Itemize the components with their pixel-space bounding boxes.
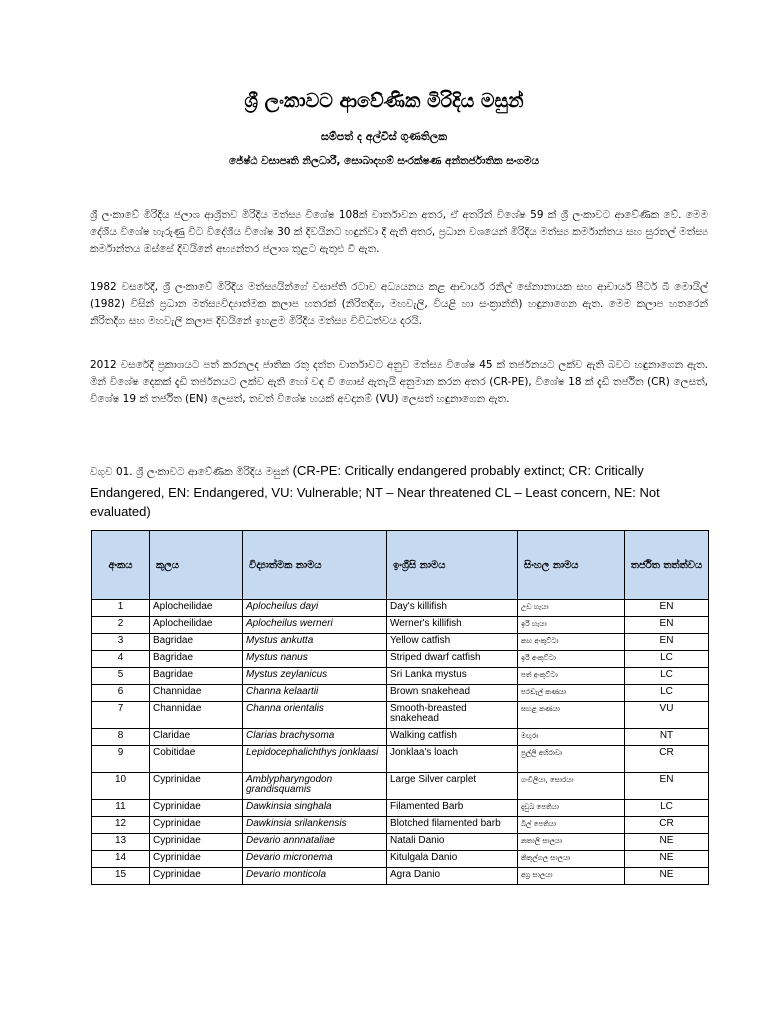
row-number-cell: 2 — [92, 617, 150, 634]
english-name-cell: Kitulgala Danio — [387, 851, 518, 868]
sinhala-name-cell: පත් අංකුට්ටා — [518, 668, 625, 685]
threat-status-cell: CR — [625, 746, 709, 773]
family-cell: Channidae — [150, 685, 243, 702]
family-cell: Cyprinidae — [150, 868, 243, 885]
scientific-name-cell: Aplocheilus werneri — [243, 617, 387, 634]
scientific-name-cell: Devario annnataliae — [243, 834, 387, 851]
threat-status-cell: NE — [625, 851, 709, 868]
sinhala-name-cell: මඟුරා — [518, 729, 625, 746]
family-cell: Channidae — [150, 702, 243, 729]
english-name-cell: Agra Danio — [387, 868, 518, 885]
header-sinhala-name: සිංහල නාමය — [518, 531, 625, 600]
row-number-cell: 7 — [92, 702, 150, 729]
header-family: කුලය — [150, 531, 243, 600]
red-list-paragraph: 2012 වසරේදී ප්‍රකාශයට පත් කරනලද ජාතික රතු දත්ත වාර්තාවට අනුව මත්ස්‍ය විශේෂ 45 ක් තර්ජනයට ලක්ව ඇති බවට හඳුනාගෙන ඇත. මින් විශේෂ දෙකක් දැඩි තර්ජනයට ලක්ව ඇති හෝ වඳ වී ගොස් ඇතැයි අනුමාන කරන අතර (CR-PE), විශේෂ 18 ක් දැඩි තර්ජිත (CR) ලෙසත්, විශේෂ 19 ක් තර්ජිත (EN) ලෙසත්, තවත් විශේෂ හයක් අවදානම් (VU) ලෙසත් හඳුනාගෙන ඇත. — [90, 359, 708, 405]
table-row — [92, 773, 709, 800]
sinhala-name-cell: කහ අංකුට්ටා — [518, 634, 625, 651]
english-name-cell: Brown snakehead — [387, 685, 518, 702]
english-name-cell: Blotched filamented barb — [387, 817, 518, 834]
family-cell: Cyprinidae — [150, 800, 243, 817]
sinhala-name-cell: ඉරි හැයා — [518, 617, 625, 634]
family-cell: Aplocheilidae — [150, 617, 243, 634]
document-title: ශ්‍රී ලංකාවට ආවේණික මිරිදිය මසුන් — [244, 90, 524, 112]
threat-status-cell: EN — [625, 600, 709, 617]
scientific-name-cell: Mystus nanus — [243, 651, 387, 668]
family-cell: Cyprinidae — [150, 817, 243, 834]
threat-status-cell: NE — [625, 834, 709, 851]
table-row — [92, 617, 709, 634]
english-name-cell: Smooth-breasted snakehead — [387, 702, 518, 729]
sinhala-name-cell: උඩ හැයා — [518, 600, 625, 617]
caption-prefix: වගුව 01. ශ්‍රී ලංකාවට ආවේණික මිරිදිය මසුන් — [90, 466, 290, 478]
scientific-name-cell: Dawkinsia srilankensis — [243, 817, 387, 834]
table-row — [92, 817, 709, 834]
sinhala-name-cell: ගංවීලියා, සොරයා — [518, 773, 625, 800]
header-scientific-name: විද්‍යාත්මක නාමය — [243, 531, 387, 600]
english-name-cell: Sri Lanka mystus — [387, 668, 518, 685]
english-name-cell: Large Silver carplet — [387, 773, 518, 800]
table-row — [92, 668, 709, 685]
table-row — [92, 851, 709, 868]
endemic-fish-table — [91, 530, 709, 885]
threat-status-cell: LC — [625, 685, 709, 702]
family-cell: Bagridae — [150, 651, 243, 668]
family-cell: Cyprinidae — [150, 851, 243, 868]
scientific-name-cell: Dawkinsia singhala — [243, 800, 387, 817]
threat-status-cell: LC — [625, 800, 709, 817]
english-name-cell: Werner's killifish — [387, 617, 518, 634]
row-number-cell: 11 — [92, 800, 150, 817]
row-number-cell: 1 — [92, 600, 150, 617]
row-number-cell: 4 — [92, 651, 150, 668]
sinhala-name-cell: පුල්ලි අහිරාවා — [518, 746, 625, 773]
sinhala-name-cell: අග්‍ර සාලයා — [518, 868, 625, 885]
family-cell: Aplocheilidae — [150, 600, 243, 617]
family-cell: Bagridae — [150, 668, 243, 685]
zones-paragraph: 1982 වසරේදී, ශ්‍රී ලංකාවේ මිරිදිය මත්ස්‍යයින්ගේ වසාප්ති රටාව අධ්‍යයනය කළ ආචාර්ය රනිල් සේනානායක සහ ආචාර්ය පීටර් බී මොයිල් (1982) විසින් ප්‍රධාන මත්ස්‍යවිද්‍යාත්මක කලාප හතරක් (නිරිතදිග, මහවැලි, වියළි හා සංක්‍රාන්ති) හඳුනාගෙන ඇත. මෙම කලාප හතරෙන් නිරිතදිග සහ මහවැලි කලාප දිවයිනේ ඉහළම මිරිදිය මත්ස්‍ය විවිධත්වය දරයි. — [90, 281, 708, 327]
threat-status-cell: NT — [625, 729, 709, 746]
threat-status-cell: EN — [625, 773, 709, 800]
threat-status-cell: EN — [625, 617, 709, 634]
row-number-cell: 3 — [92, 634, 150, 651]
scientific-name-cell: Mystus zeylanicus — [243, 668, 387, 685]
table-header-row — [92, 531, 709, 600]
row-number-cell: 5 — [92, 668, 150, 685]
row-number-cell: 15 — [92, 868, 150, 885]
english-name-cell: Day's killifish — [387, 600, 518, 617]
author-affiliation: ජේෂ්ඨ වසාපෘති නිලධාරී, සොබාදහම් සංරක්ෂණ අන්තර්ජාතික සංගමය — [228, 155, 540, 167]
sinhala-name-cell: ඝහළ කණයා — [518, 702, 625, 729]
table-row — [92, 729, 709, 746]
threat-status-cell: CR — [625, 817, 709, 834]
family-cell: Cyprinidae — [150, 773, 243, 800]
header-english-name: ඉංග්‍රීසි නාමය — [387, 531, 518, 600]
sinhala-name-cell: පරඬැල් කණයා — [518, 685, 625, 702]
sinhala-name-cell: බිල් පෙතියා — [518, 817, 625, 834]
english-name-cell: Walking catfish — [387, 729, 518, 746]
sinhala-name-cell: නතාලි සාලයා — [518, 834, 625, 851]
sinhala-name-cell: දැඩුඛ පෙතියා — [518, 800, 625, 817]
row-number-cell: 9 — [92, 746, 150, 773]
sinhala-name-cell: කිතුල්ගල සාලයා — [518, 851, 625, 868]
scientific-name-cell: Channa kelaartii — [243, 685, 387, 702]
english-name-cell: Jonklaa's loach — [387, 746, 518, 773]
table-caption — [90, 461, 700, 522]
header-number: අංකය — [92, 531, 150, 600]
row-number-cell: 14 — [92, 851, 150, 868]
scientific-name-cell: Aplocheilus dayi — [243, 600, 387, 617]
caption-legend: (CR-PE: Critically endangered probably extinct; CR: Critically Endangered, EN: Endangered, VU: Vulnerable; NT – Near threatened CL – Least concern, NE: Not evaluated) — [90, 463, 660, 519]
family-cell: Bagridae — [150, 634, 243, 651]
scientific-name-cell: Devario monticola — [243, 868, 387, 885]
threat-status-cell: NE — [625, 868, 709, 885]
table-row — [92, 702, 709, 729]
table-row — [92, 600, 709, 617]
scientific-name-cell: Mystus ankutta — [243, 634, 387, 651]
scientific-name-cell: Amblypharyngodon grandisquamis — [243, 773, 387, 800]
family-cell: Claridae — [150, 729, 243, 746]
english-name-cell: Natali Danio — [387, 834, 518, 851]
threat-status-cell: LC — [625, 651, 709, 668]
english-name-cell: Striped dwarf catfish — [387, 651, 518, 668]
family-cell: Cobitidae — [150, 746, 243, 773]
scientific-name-cell: Channa orientalis — [243, 702, 387, 729]
scientific-name-cell: Devario micronema — [243, 851, 387, 868]
table-row — [92, 868, 709, 885]
row-number-cell: 13 — [92, 834, 150, 851]
family-cell: Cyprinidae — [150, 834, 243, 851]
table-row — [92, 651, 709, 668]
header-threat-status: තර්ජිත තත්ත්වය — [625, 531, 709, 600]
row-number-cell: 6 — [92, 685, 150, 702]
row-number-cell: 8 — [92, 729, 150, 746]
table-row — [92, 800, 709, 817]
author-name: සම්පත් ද අල්විස් ගුණතිලක — [320, 130, 448, 143]
row-number-cell: 12 — [92, 817, 150, 834]
threat-status-cell: VU — [625, 702, 709, 729]
english-name-cell: Yellow catfish — [387, 634, 518, 651]
table-row — [92, 746, 709, 773]
scientific-name-cell: Clarias brachysoma — [243, 729, 387, 746]
intro-paragraph: ශ්‍රී ලංකාවේ මිරිදිය ජලාශ ආශ්‍රිතව මිරිදිය මත්ස්‍ය විශේෂ 108ක් වාර්තාවන අතර, ඒ අතරින් විශේෂ 59 ක් ශ්‍රී ලංකාවට ආවේණික වේ. මෙම දේශීය විශේෂ හැරුණු විට විදේශීය විශේෂ 30 ක් දිවයිනට හඳුන්වා දී ඇති අතර, ප්‍රධාන වශයෙන් මිරිදිය මත්ස්‍ය කර්මාන්තය සහ සුරතල් මත්ස්‍ය කර්මාන්තය ඔස්සේ දිවයිනේ අභ්‍යන්තර ජලාශ තුළට ඇතුළු වී ඇත. — [90, 209, 708, 255]
table-row — [92, 634, 709, 651]
sinhala-name-cell: ඉරි අංකුට්ටා — [518, 651, 625, 668]
threat-status-cell: LC — [625, 668, 709, 685]
threat-status-cell: EN — [625, 634, 709, 651]
table-row — [92, 685, 709, 702]
table-row — [92, 834, 709, 851]
scientific-name-cell: Lepidocephalichthys jonklaasi — [243, 746, 387, 773]
row-number-cell: 10 — [92, 773, 150, 800]
english-name-cell: Filamented Barb — [387, 800, 518, 817]
